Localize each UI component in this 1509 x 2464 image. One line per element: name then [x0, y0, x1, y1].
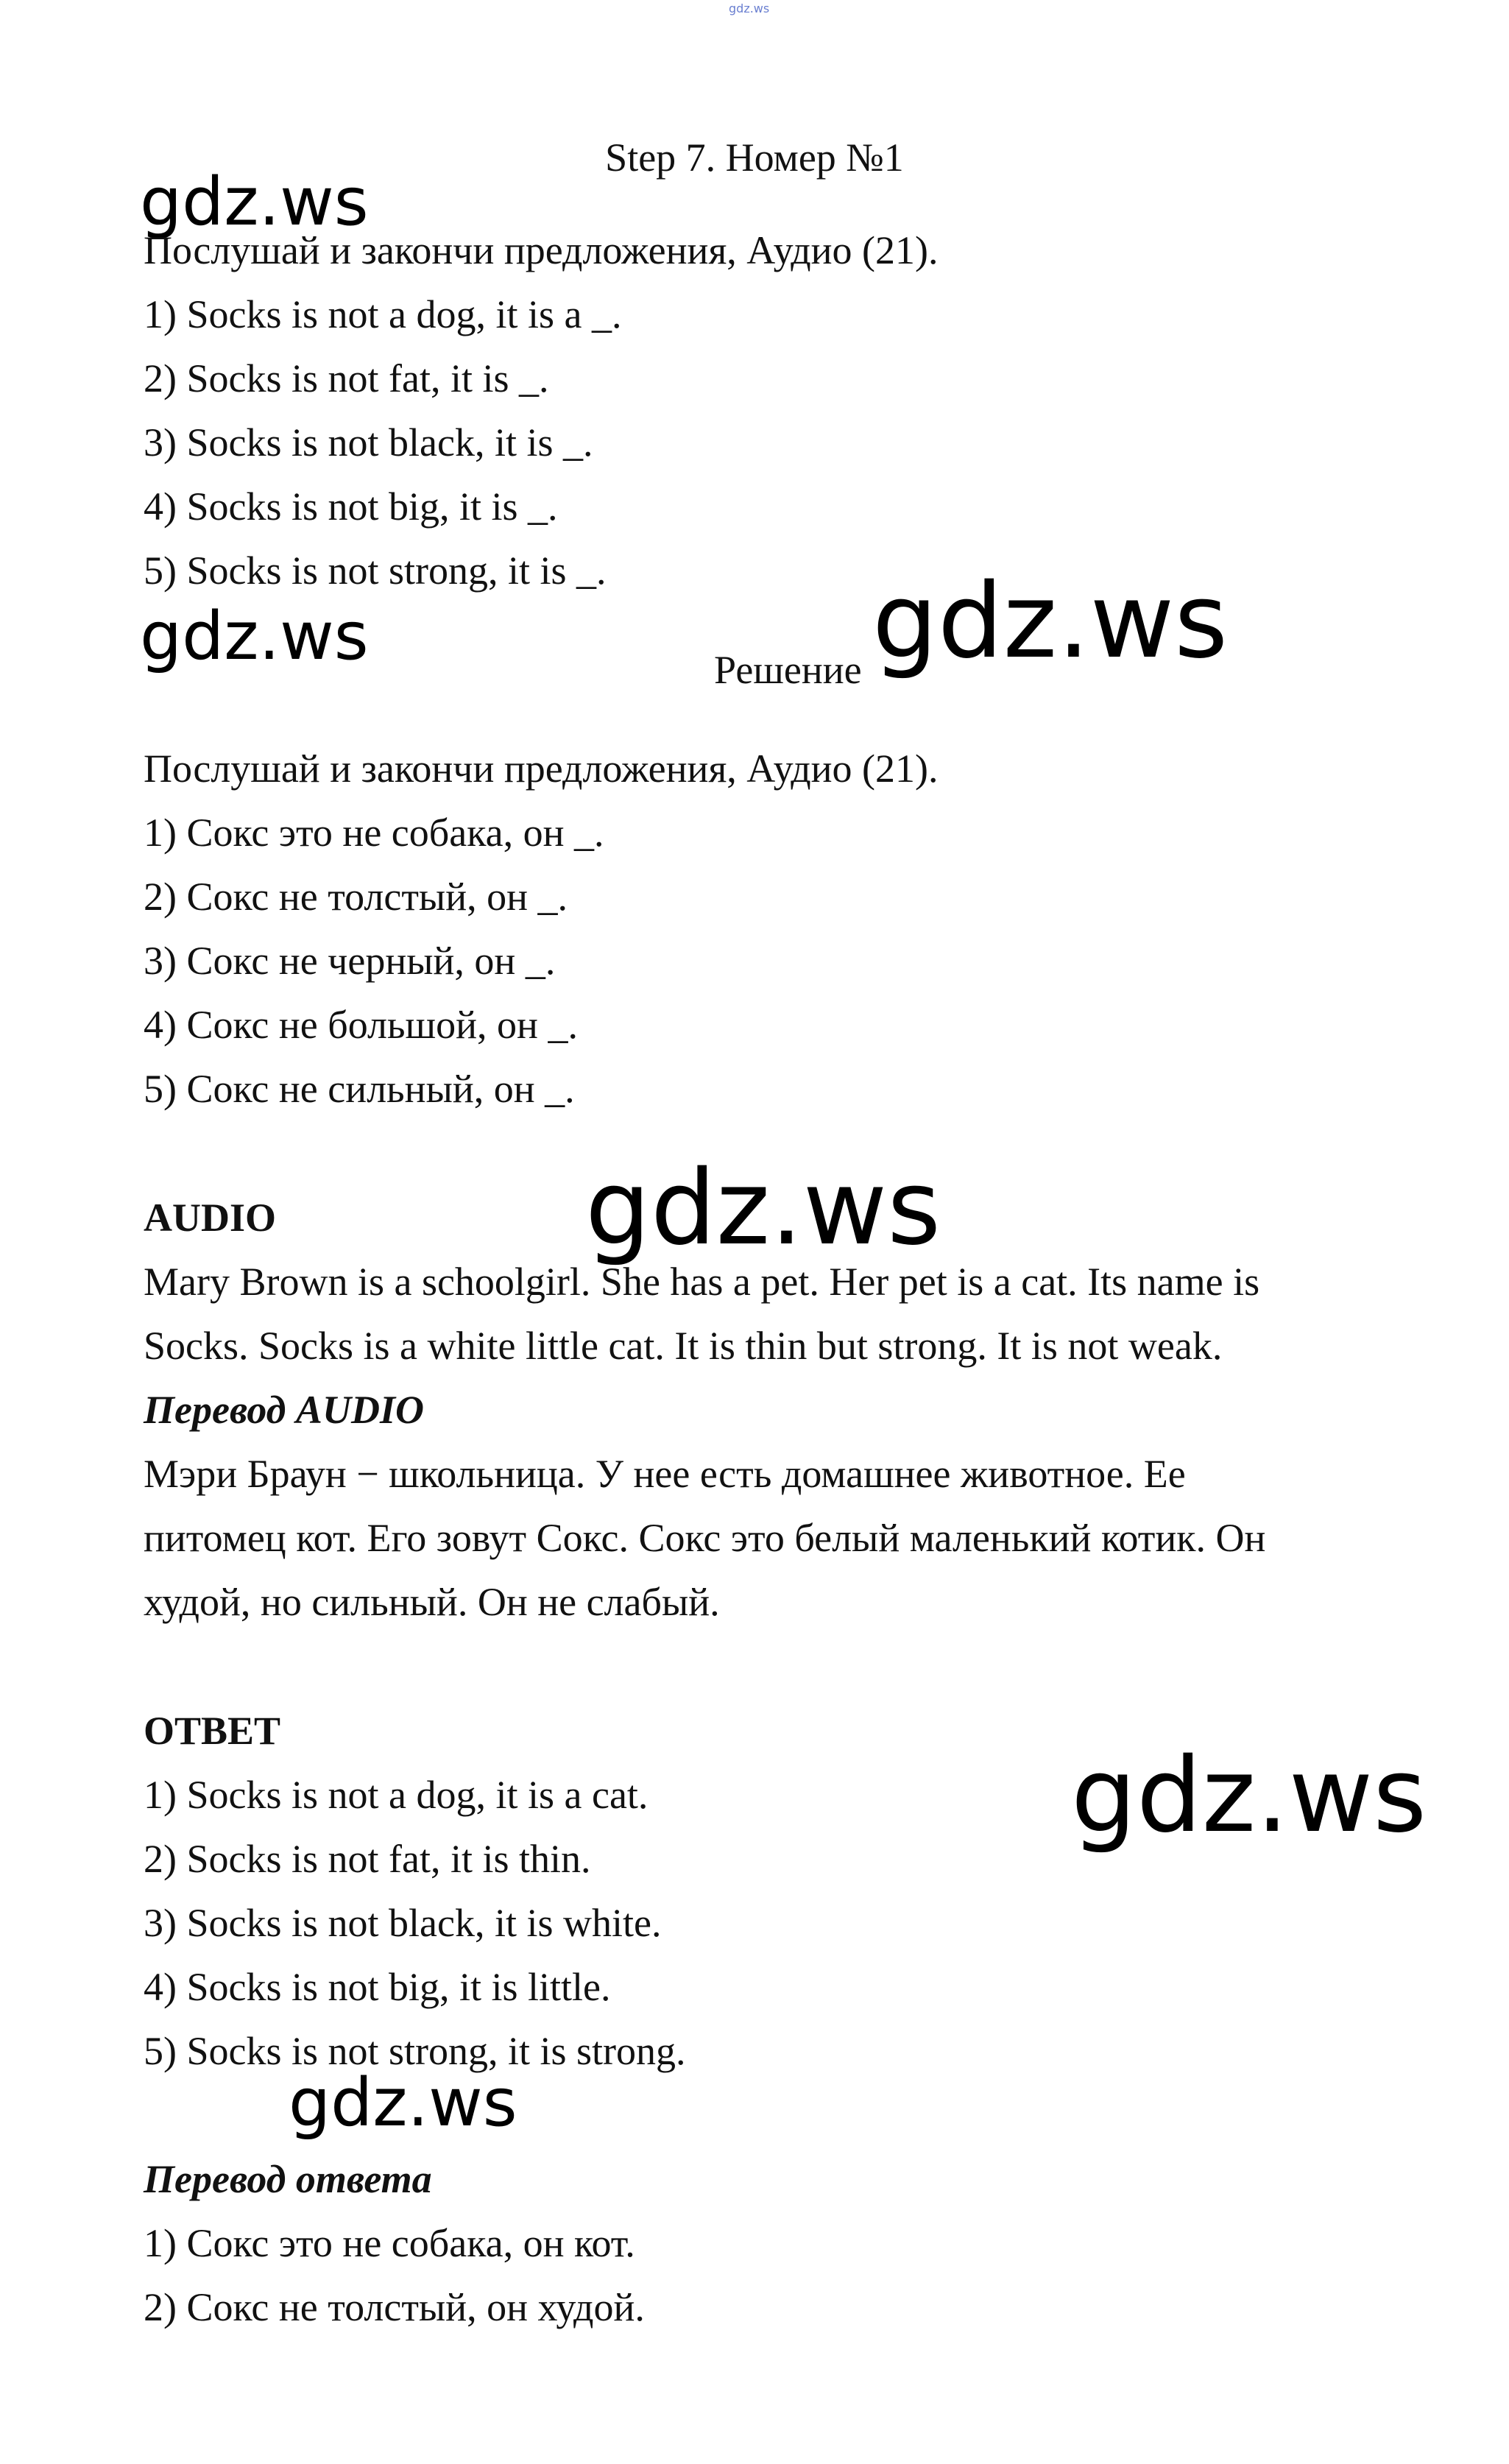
audio-heading: AUDIO	[144, 1196, 277, 1240]
answer-translation-item-2: 2) Сокс не толстый, он худой.	[144, 2285, 645, 2329]
watermark-tiny: gdz.ws	[729, 1, 770, 15]
task-item-5: 5) Socks is not strong, it is _.	[144, 548, 607, 593]
translation-item-3: 3) Сокс не черный, он _.	[144, 939, 556, 983]
answer-item-1: 1) Socks is not a dog, it is a cat.	[144, 1773, 649, 1817]
task-item-1: 1) Socks is not a dog, it is a _.	[144, 292, 622, 336]
audio-translation-line-2: питомец кот. Его зовут Сокс. Сокс это белый маленький котик. Он	[144, 1516, 1266, 1560]
answer-item-4: 4) Socks is not big, it is little.	[144, 1965, 611, 2009]
task-instruction: Послушай и закончи предложения, Аудио (21).	[144, 228, 939, 272]
audio-translation-line-1: Мэри Браун − школьница. У нее есть домашнее животное. Ее	[144, 1452, 1186, 1496]
answer-heading: ОТВЕТ	[144, 1709, 281, 1753]
task-item-4: 4) Socks is not big, it is _.	[144, 484, 558, 529]
translation-item-4: 4) Сокс не большой, он _.	[144, 1003, 578, 1047]
watermark-3: gdz.ws	[872, 562, 1229, 682]
watermark-2: gdz.ws	[140, 598, 369, 675]
watermark-4: gdz.ws	[585, 1148, 941, 1268]
translation-item-1: 1) Сокс это не собака, он _.	[144, 811, 604, 855]
audio-line-2: Socks. Socks is a white little cat. It is thin but strong. It is not weak.	[144, 1324, 1223, 1368]
answer-item-3: 3) Socks is not black, it is white.	[144, 1901, 662, 1945]
solution-heading: Решение	[714, 648, 862, 692]
translation-item-5: 5) Сокс не сильный, он _.	[144, 1067, 575, 1111]
task-item-2: 2) Socks is not fat, it is _.	[144, 356, 549, 400]
task-item-3: 3) Socks is not black, it is _.	[144, 420, 593, 465]
watermark-5: gdz.ws	[1071, 1736, 1427, 1856]
answer-item-5: 5) Socks is not strong, it is strong.	[144, 2029, 686, 2073]
watermark-1: gdz.ws	[140, 163, 369, 241]
watermark-6: gdz.ws	[289, 2064, 517, 2142]
translation-instruction: Послушай и закончи предложения, Аудио (21).	[144, 746, 939, 791]
answer-translation-item-1: 1) Сокс это не собака, он кот.	[144, 2221, 635, 2265]
page-title: Step 7. Номер №1	[605, 135, 904, 180]
answer-translation-heading: Перевод ответа	[144, 2157, 432, 2201]
audio-translation-line-3: худой, но сильный. Он не слабый.	[144, 1580, 720, 1624]
audio-translation-heading: Перевод AUDIO	[144, 1388, 424, 1432]
audio-line-1: Mary Brown is a schoolgirl. She has a pet. Her pet is a cat. Its name is	[144, 1260, 1260, 1304]
answer-item-2: 2) Socks is not fat, it is thin.	[144, 1837, 591, 1881]
translation-item-2: 2) Сокс не толстый, он _.	[144, 875, 568, 919]
